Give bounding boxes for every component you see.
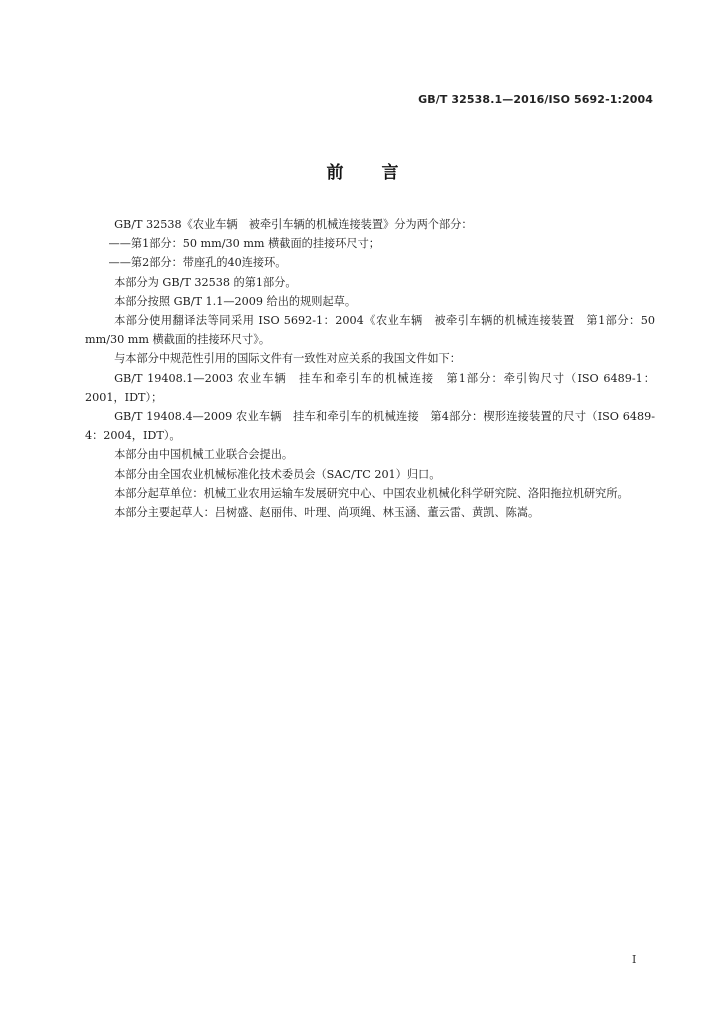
paragraph-this-part: 本部分为 GB/T 32538 的第1部分。	[114, 275, 297, 289]
paragraph-centralized-by: 本部分由全国农业机械标准化技术委员会（SAC/TC 201）归口。	[114, 467, 441, 481]
paragraph-reference-1: GB/T 19408.1—2003 农业车辆 挂车和牵引车的机械连接 第1部分：牵引钩尺寸（ISO 6489-1：2001，IDT）；	[85, 371, 655, 404]
paragraph-drafting-rules: 本部分按照 GB/T 1.1—2009 给出的规则起草。	[114, 294, 357, 308]
paragraph-drafting-units: 本部分起草单位：机械工业农用运输车发展研究中心、中国农业机械化科学研究院、洛阳拖拉机研究所。	[114, 486, 629, 500]
list-item-part-1: ——第1部分：50 mm/30 mm 横截面的挂接环尺寸；	[108, 237, 380, 251]
foreword-body	[85, 215, 655, 522]
page-title: 前言	[326, 163, 437, 183]
paragraph-drafters: 本部分主要起草人：吕树盛、赵丽伟、叶理、尚项绳、林玉涵、董云雷、黄凯、陈嵩。	[114, 506, 540, 520]
page-number: I	[632, 953, 637, 966]
paragraph-reference-4: GB/T 19408.4—2009 农业车辆 挂车和牵引车的机械连接 第4部分：楔形连接装置的尺寸（ISO 6489-4：2004，IDT）。	[85, 410, 655, 443]
list-item-part-2: ——第2部分：带座孔的40连接环。	[108, 256, 287, 270]
paragraph-correspondence-intro: 与本部分中规范性引用的国际文件有一致性对应关系的我国文件如下：	[114, 352, 461, 366]
paragraph-parts-intro: GB/T 32538《农业车辆 被牵引车辆的机械连接装置》分为两个部分：	[114, 218, 473, 231]
paragraph-adoption: 本部分使用翻译法等同采用 ISO 5692-1：2004《农业车辆 被牵引车辆的机械连接装置 第1部分：50 mm/30 mm 横截面的挂接环尺寸》。	[85, 314, 655, 347]
standard-number-header: GB/T 32538.1—2016/ISO 5692-1:2004	[418, 93, 653, 106]
paragraph-proposed-by: 本部分由中国机械工业联合会提出。	[114, 448, 294, 462]
